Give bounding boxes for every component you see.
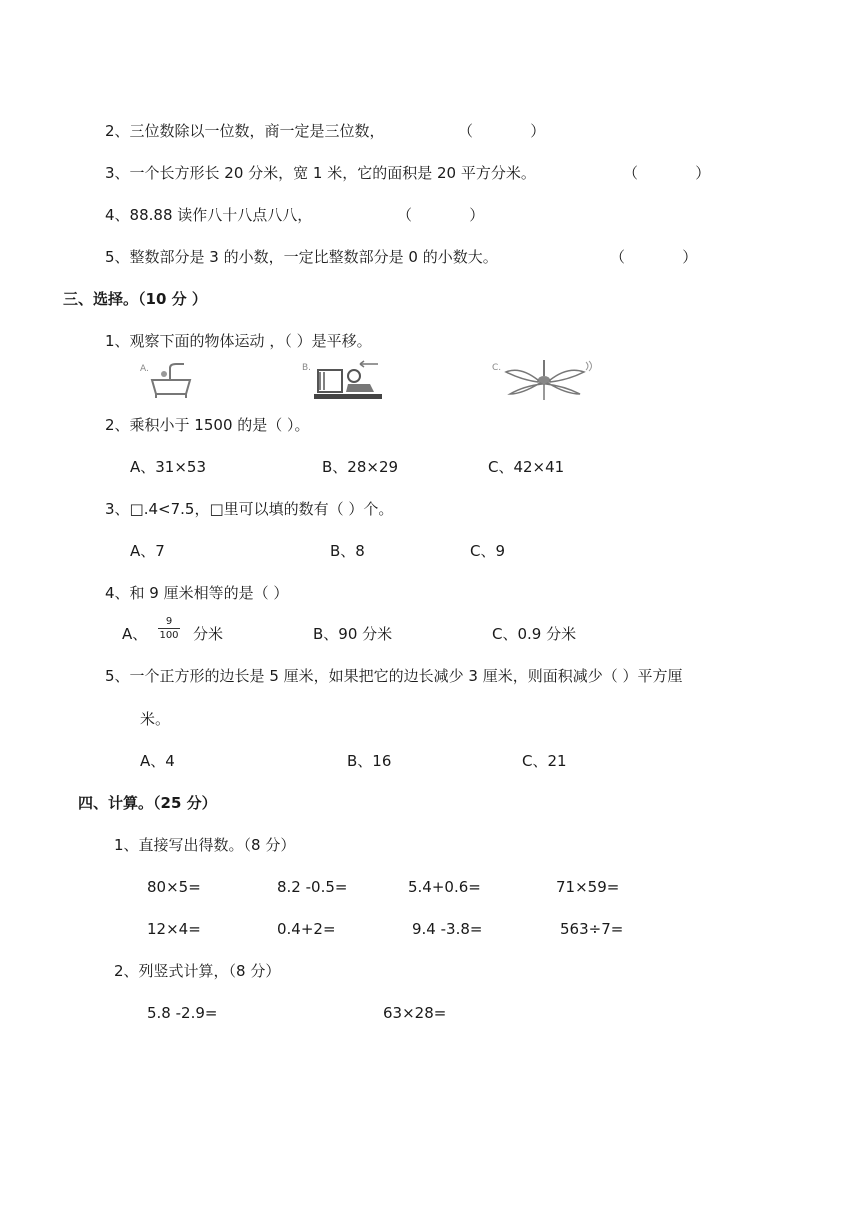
judge-item-2: 2、三位数除以一位数，商一定是三位数， bbox=[105, 122, 385, 140]
picture-b-drawer bbox=[298, 358, 388, 402]
calc-expr[interactable]: 8.2 -0.5= bbox=[277, 878, 348, 896]
calc-expr[interactable]: 5.4+0.6= bbox=[408, 878, 481, 896]
calc-expr[interactable]: 9.4 -3.8= bbox=[412, 920, 483, 938]
answer-paren[interactable]: （ ） bbox=[623, 164, 711, 182]
choice-q5-continued: 米。 bbox=[140, 710, 171, 728]
option-b[interactable]: B、16 bbox=[347, 752, 392, 770]
choice-q5: 5、一个正方形的边长是 5 厘米，如果把它的边长减少 3 厘米，则面积减少（ ）平方厘 bbox=[105, 667, 683, 685]
picture-label-a: A. bbox=[140, 364, 149, 374]
judge-item-3: 3、一个长方形长 20 分米，宽 1 米，它的面积是 20 平方分米。 bbox=[105, 164, 536, 182]
calc-expr[interactable]: 71×59= bbox=[556, 878, 620, 896]
option-c[interactable]: C、0.9 分米 bbox=[492, 625, 577, 643]
picture-label-b: B. bbox=[302, 363, 312, 373]
choice-q3: 3、□.4<7.5，□里可以填的数有（ ）个。 bbox=[105, 500, 394, 518]
choice-q1: 1、观察下面的物体运动 ，（ ）是平移。 bbox=[105, 332, 372, 350]
judge-item-5: 5、整数部分是 3 的小数，一定比整数部分是 0 的小数大。 bbox=[105, 248, 498, 266]
answer-paren[interactable]: （ ） bbox=[458, 122, 546, 140]
calc-expr[interactable]: 80×5= bbox=[147, 878, 201, 896]
picture-c-fan bbox=[492, 356, 596, 406]
choice-q2: 2、乘积小于 1500 的是（ ）。 bbox=[105, 416, 310, 434]
option-c[interactable]: C、42×41 bbox=[488, 458, 565, 476]
option-a[interactable]: A、7 bbox=[130, 542, 165, 560]
option-a-unit: 分米 bbox=[193, 625, 224, 643]
option-c[interactable]: C、21 bbox=[522, 752, 567, 770]
calc-q2: 2、列竖式计算，（8 分） bbox=[114, 962, 281, 980]
calc-expr[interactable]: 563÷7= bbox=[560, 920, 624, 938]
option-a[interactable]: A、31×53 bbox=[130, 458, 207, 476]
fraction-9-over-100 bbox=[158, 616, 180, 641]
calc-expr[interactable]: 12×4= bbox=[147, 920, 201, 938]
judge-item-4: 4、88.88 读作八十八点八八， bbox=[105, 206, 313, 224]
section-title-calc: 四、计算。（25 分） bbox=[78, 794, 217, 812]
choice-q4: 4、和 9 厘米相等的是（ ） bbox=[105, 584, 289, 602]
calc-expr[interactable]: 63×28= bbox=[383, 1004, 447, 1022]
option-a[interactable]: A、 bbox=[122, 625, 148, 643]
option-b[interactable]: B、8 bbox=[330, 542, 365, 560]
option-c[interactable]: C、9 bbox=[470, 542, 506, 560]
fraction-numerator: 9 bbox=[165, 616, 173, 627]
answer-paren[interactable]: （ ） bbox=[610, 248, 698, 266]
option-b[interactable]: B、28×29 bbox=[322, 458, 399, 476]
picture-a-sink bbox=[140, 360, 210, 400]
calc-expr[interactable]: 5.8 -2.9= bbox=[147, 1004, 218, 1022]
option-b[interactable]: B、90 分米 bbox=[313, 625, 393, 643]
picture-label-c: C. bbox=[492, 363, 502, 373]
calc-expr[interactable]: 0.4+2= bbox=[277, 920, 336, 938]
calc-q1: 1、直接写出得数。（8 分） bbox=[114, 836, 296, 854]
section-title-choice: 三、选择。（10 分 ） bbox=[63, 290, 207, 308]
option-a[interactable]: A、4 bbox=[140, 752, 175, 770]
answer-paren[interactable]: （ ） bbox=[397, 206, 485, 224]
fraction-denominator: 100 bbox=[159, 630, 179, 641]
